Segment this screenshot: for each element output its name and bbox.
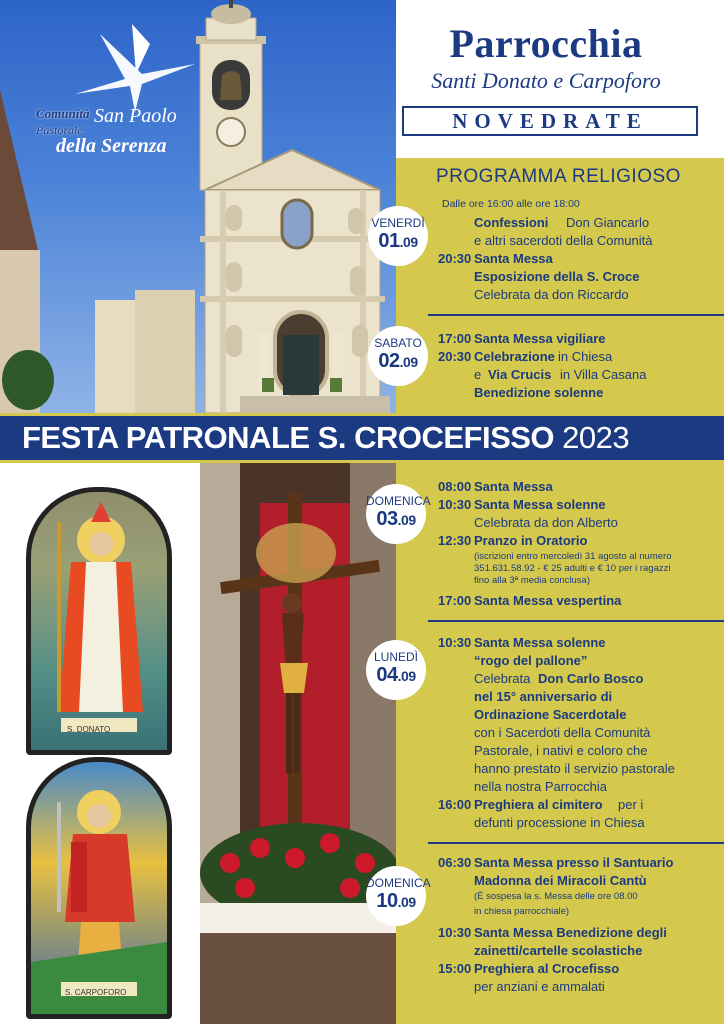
divider [428, 620, 724, 622]
logo-text-4: della Serenza [56, 135, 167, 157]
page-subtitle: Santi Donato e Carpoforo [431, 68, 661, 93]
day1-intro: Dalle ore 16:00 alle ore 18:00 [442, 198, 580, 210]
badge-day: 04 [376, 664, 398, 686]
divider [428, 314, 724, 316]
saint-label: S. DONATO [67, 725, 111, 734]
church-photo [0, 0, 396, 413]
badge-dow: LUNEDÌ [373, 650, 418, 664]
divider [428, 842, 724, 844]
town-name: NOVEDRATE [402, 106, 698, 136]
date-badge-02 [368, 326, 428, 386]
date-badge-10 [366, 866, 431, 926]
date-badge-03 [366, 484, 431, 544]
logo-text-2: Pastorale [36, 123, 83, 137]
badge-day: 03 [376, 508, 398, 530]
badge-day: 10 [376, 890, 398, 912]
badge-day: 01 [378, 230, 400, 252]
program-title: PROGRAMMA RELIGIOSO [436, 166, 681, 187]
badge-day: 02 [378, 350, 400, 372]
note-line: (iscrizioni entro mercoledì 31 agosto al numero [474, 551, 672, 562]
note-line: fino alla 3ª media conclusa) [474, 575, 590, 586]
note-line: in chiesa parrocchiale) [474, 906, 570, 917]
banner-title: FESTA PATRONALE S. CROCEFISSO [22, 420, 555, 455]
logo-text-1: Comunità [36, 106, 90, 121]
badge-month: .09 [397, 512, 416, 528]
badge-dow: DOMENICA [366, 494, 431, 508]
festival-banner [0, 413, 724, 463]
date-badge-04 [366, 640, 426, 700]
community-logo [36, 24, 200, 164]
header [396, 0, 724, 158]
crucifix-photo [200, 463, 396, 1024]
stained-glass-panel [0, 463, 200, 1024]
stained-glass-donato [26, 487, 172, 755]
saint-donato-icon [31, 492, 167, 750]
saint-label: S. CARPOFORO [65, 988, 127, 997]
saint-carpoforo-icon [31, 762, 167, 1014]
badge-month: .09 [399, 234, 418, 250]
note-line: (È sospesa la s. Messa delle ore 08.00 [474, 891, 638, 902]
note-line: 351.631.58.92 - € 25 adulti e € 10 per i ragazzi [474, 563, 671, 574]
badge-month: .09 [399, 354, 418, 370]
crucifix-illustration [200, 463, 396, 1024]
banner-year: 2023 [562, 420, 630, 455]
star-logo-icon [70, 24, 200, 114]
badge-dow: DOMENICA [366, 876, 431, 890]
page-title: Parrocchia [449, 21, 643, 66]
badge-dow: VENERDÌ [371, 216, 425, 230]
badge-month: .09 [397, 894, 416, 910]
stained-glass-carpoforo [26, 757, 172, 1019]
date-badge-01 [368, 206, 428, 266]
badge-dow: SABATO [374, 336, 422, 350]
logo-text-3: San Paolo [94, 105, 177, 127]
badge-month: .09 [397, 668, 416, 684]
